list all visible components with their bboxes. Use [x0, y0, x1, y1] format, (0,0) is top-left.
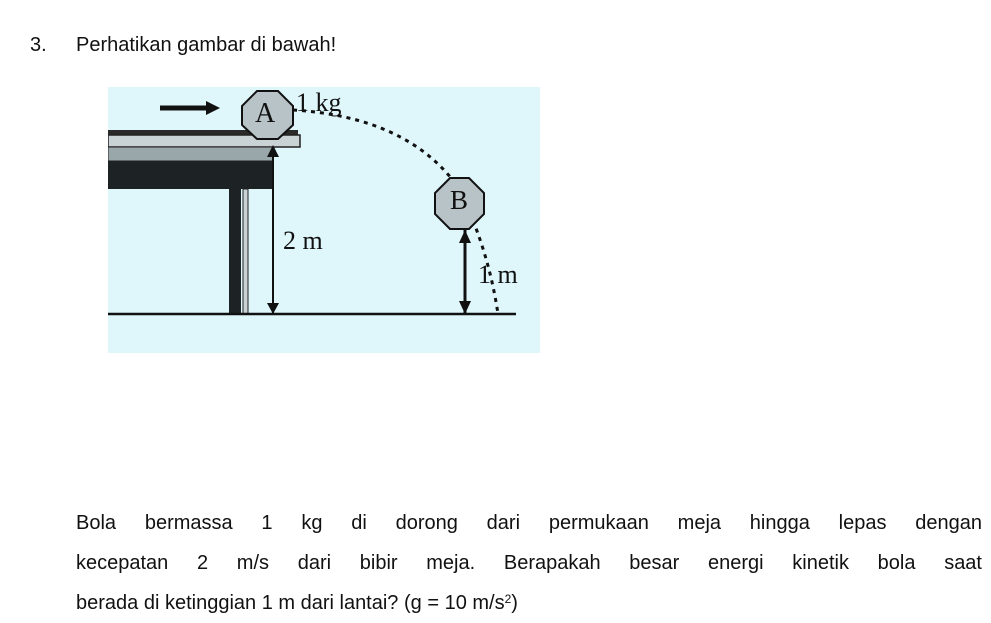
table-height-label: 2 m [283, 226, 323, 255]
gravity-equation-close: ) [511, 592, 518, 614]
ball-b-height-label: 1 m [478, 260, 518, 289]
table-apron [108, 147, 273, 161]
paragraph-line-3-text: berada di ketinggian 1 m dari lantai? [76, 592, 399, 614]
paragraph-line-3 [76, 583, 982, 623]
ball-a-label: A [255, 98, 276, 129]
paragraph-line-2: kecepatan 2 m/s dari bibir meja. Berapakah besar energi kinetik bola saat [76, 552, 982, 574]
gravity-exponent: 2 [504, 592, 512, 606]
table-leg-front [229, 189, 241, 314]
paragraph-line-1: Bola bermassa 1 kg di dorong dari permukaan meja hingga lepas dengan [76, 512, 982, 534]
question-number: 3. [30, 34, 47, 56]
physics-figure [108, 87, 540, 353]
mass-label: 1 kg [296, 88, 342, 117]
gravity-equation-text: (g = 10 m/s [404, 592, 505, 614]
gravity-equation [404, 592, 518, 614]
question-instruction: Perhatikan gambar di bawah! [76, 34, 337, 56]
table-leg-back [243, 189, 248, 314]
ball-b-label: B [450, 185, 469, 215]
table-apron-dark [108, 161, 273, 189]
question-paragraph [76, 503, 982, 623]
